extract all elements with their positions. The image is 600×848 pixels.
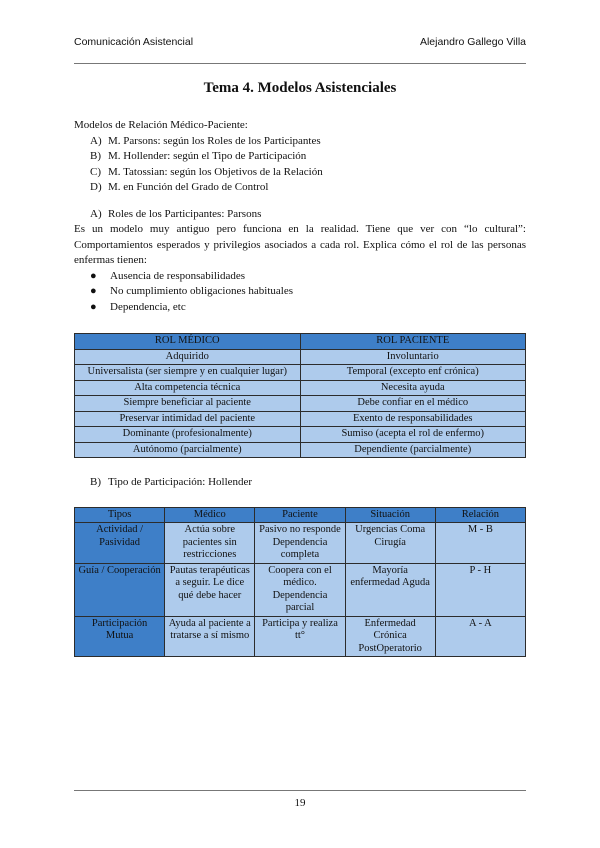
table-cell: Mayoría enfermedad Aguda	[345, 563, 435, 616]
footer-divider	[74, 790, 526, 791]
list-item: ● Dependencia, etc	[90, 300, 186, 313]
table-header: Situación	[345, 507, 435, 523]
table-cell: Siempre beneficiar al paciente	[75, 396, 301, 412]
table-cell: Dependiente (parcialmente)	[300, 442, 526, 458]
table-cell: Coopera con el médico. Dependencia parcial	[255, 563, 345, 616]
table-cell: Ayuda al paciente a tratarse a sí mismo	[165, 616, 255, 657]
table-row	[75, 523, 526, 564]
table-cell: Participa y realiza tt°	[255, 616, 345, 657]
table-cell: Necesita ayuda	[300, 380, 526, 396]
section-a-heading: A) Roles de los Participantes: Parsons	[90, 207, 262, 220]
table-row	[75, 616, 526, 657]
table-cell: Pautas terapéuticas a seguir. Le dice qué debe hacer	[165, 563, 255, 616]
table-header: Relación	[435, 507, 525, 523]
table-cell: Involuntario	[300, 349, 526, 365]
header-right: Alejandro Gallego Villa	[419, 36, 526, 48]
table-row	[75, 365, 526, 381]
table-header: Paciente	[255, 507, 345, 523]
list-item: D) M. en Función del Grado de Control	[90, 181, 269, 193]
table-cell: Exento de responsabilidades	[300, 411, 526, 427]
table-cell: Universalista (ser siempre y en cualquier lugar)	[75, 365, 301, 381]
participation-table	[74, 507, 526, 658]
table-cell: Adquirido	[75, 349, 301, 365]
document-body	[74, 118, 526, 657]
table-cell: Actividad / Pasividad	[75, 523, 165, 564]
list-item: ● Ausencia de responsabilidades	[90, 269, 246, 282]
table-header: Tipos	[75, 507, 165, 523]
table-row	[75, 411, 526, 427]
table-cell: Temporal (excepto enf crónica)	[300, 365, 526, 381]
table-cell: Debe confiar en el médico	[300, 396, 526, 412]
table-cell: Enfermedad Crónica PostOperatorio	[345, 616, 435, 657]
table-cell: Participación Mutua	[75, 616, 165, 657]
table-row	[75, 442, 526, 458]
table-cell: Actúa sobre pacientes sin restricciones	[165, 523, 255, 564]
models-list	[74, 134, 526, 196]
table-cell: P - H	[435, 563, 525, 616]
table-cell: A - A	[435, 616, 525, 657]
table-cell: Autónomo (parcialmente)	[75, 442, 301, 458]
table-cell: Dominante (profesionalmente)	[75, 427, 301, 443]
table-row	[75, 563, 526, 616]
table-cell: Pasivo no responde Dependencia completa	[255, 523, 345, 564]
table-header: Médico	[165, 507, 255, 523]
table-cell: M - B	[435, 523, 525, 564]
header-left: Comunicación Asistencial	[74, 36, 194, 48]
page-header	[74, 36, 526, 48]
roles-table	[74, 333, 526, 458]
table-row	[75, 396, 526, 412]
table-row	[75, 427, 526, 443]
page-number: 19	[294, 797, 306, 809]
list-item: ● No cumplimiento obligaciones habituales	[90, 285, 293, 297]
list-item: B) M. Hollender: según el Tipo de Participación	[90, 150, 307, 162]
header-divider	[74, 63, 526, 64]
table-header: ROL PACIENTE	[300, 334, 526, 350]
table-cell: Preservar intimidad del paciente	[75, 411, 301, 427]
table-cell: Urgencias Coma Cirugía	[345, 523, 435, 564]
section-b-heading: B) Tipo de Participación: Hollender	[90, 476, 253, 488]
page-title: Tema 4. Modelos Asistenciales	[203, 80, 397, 96]
bullet-list	[74, 269, 526, 316]
table-header: ROL MÉDICO	[75, 334, 301, 350]
table-cell: Guía / Cooperación	[75, 563, 165, 616]
table-cell: Sumiso (acepta el rol de enfermo)	[300, 427, 526, 443]
list-item: C) M. Tatossian: según los Objetivos de la Relación	[90, 165, 323, 178]
list-item: A) M. Parsons: según los Roles de los Participantes	[90, 134, 321, 147]
section-a-paragraph: Es un modelo muy antiguo pero funciona en la realidad. Tiene que ver con “lo cultural”: Comportamientos esperados y privilegios asociados a cada rol. Explica cómo el rol de las personas enfermas tienen:	[74, 223, 526, 266]
table-cell: Alta competencia técnica	[75, 380, 301, 396]
intro-text: Modelos de Relación Médico-Paciente:	[74, 119, 248, 131]
table-row	[75, 349, 526, 365]
table-row	[75, 380, 526, 396]
